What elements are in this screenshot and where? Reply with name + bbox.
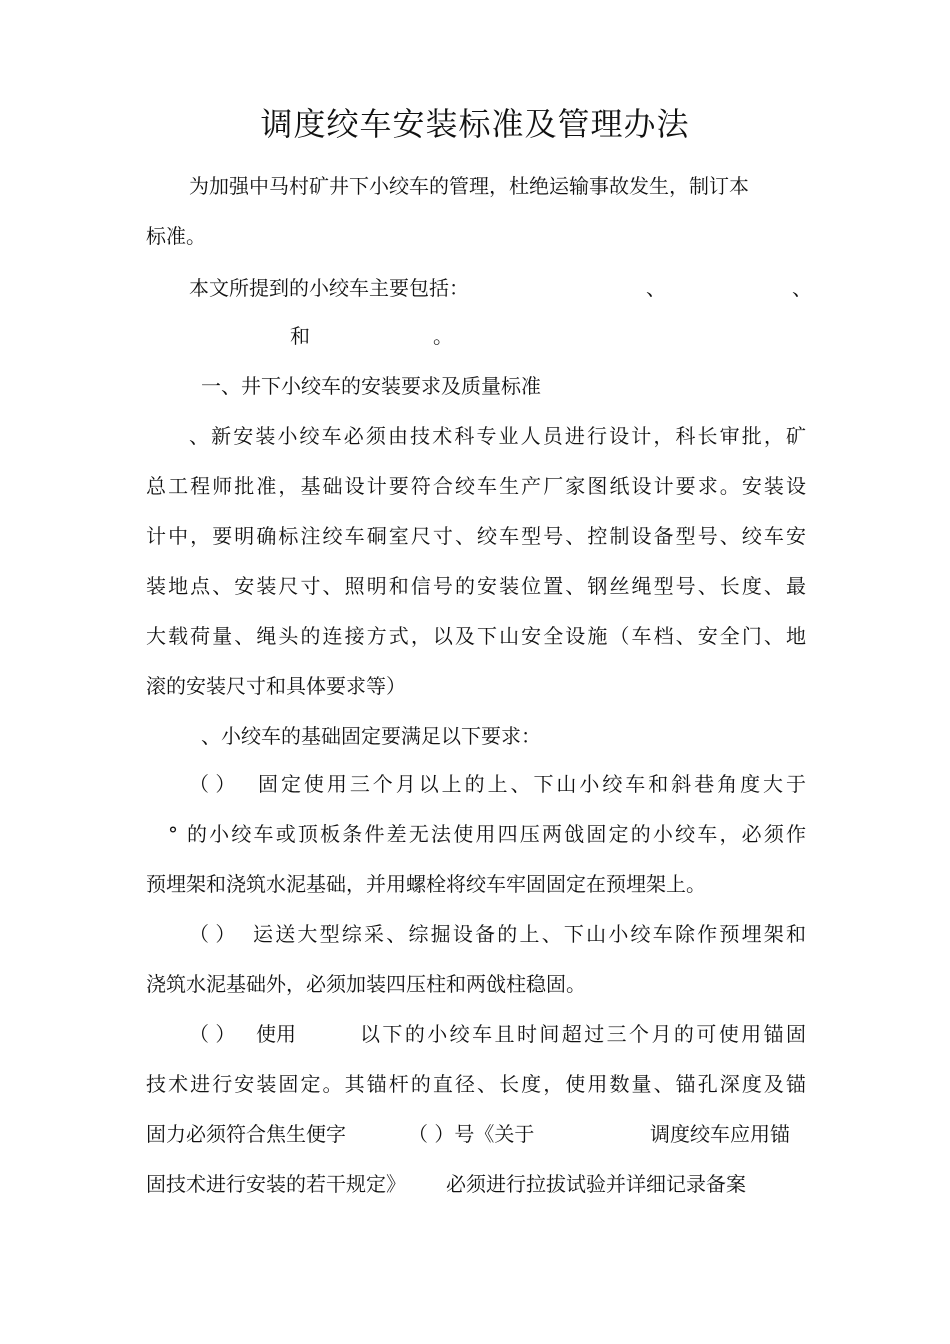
list-period: 。 [433,324,453,348]
document-reference: （ ）号《关于 [408,1122,535,1146]
document-title: 调度绞车安装标准及管理办法 [260,105,690,143]
paragraph-line: 标准。 [146,224,206,248]
paragraph-line: 计中，要明确标注绞车硐室尺寸、绞车型号、控制设备型号、绞车安 [146,524,806,548]
list-separator: 、 [792,276,812,300]
paragraph-line: 固定使用三个月以上的上、下山小绞车和斜巷角度大于 [258,772,806,796]
paragraph-fragment: 使用 [256,1022,296,1046]
section-heading: 一、井下小绞车的安装要求及质量标准 [201,374,541,398]
paragraph-line: 固技术进行安装的若干规定》 [146,1172,406,1196]
paragraph-line: 大载荷量、绳头的连接方式，以及下山安全设施（车档、安全门、地 [146,624,806,648]
item-number: （ ） [189,922,236,946]
paragraph-line: 的小绞车或顶板条件差无法使用四压两戗固定的小绞车，必须作 [187,822,806,846]
paragraph-line: 运送大型综采、综掘设备的上、下山小绞车除作预埋架和 [253,922,806,946]
item-number: （ ） [189,1022,236,1046]
item-number: （ ） [189,772,236,796]
paragraph-line: 预埋架和浇筑水泥基础，并用螺栓将绞车牢固固定在预埋架上。 [146,872,706,896]
paragraph-line: 技术进行安装固定。其锚杆的直径、长度，使用数量、锚孔深度及锚 [146,1072,806,1096]
paragraph-line: 固力必须符合焦生便字 [146,1122,346,1146]
paragraph-fragment: 调度绞车应用锚 [650,1122,790,1146]
list-conjunction: 和 [290,324,310,348]
paragraph-line: 滚的安装尺寸和具体要求等） [146,674,406,698]
paragraph-line: 以下的小绞车且时间超过三个月的可使用锚固 [360,1022,806,1046]
paragraph-line: 本文所提到的小绞车主要包括： [189,276,469,300]
list-separator: 、 [646,276,666,300]
paragraph-line: 为加强中马村矿井下小绞车的管理，杜绝运输事故发生，制订本 [189,174,749,198]
paragraph-line: 、新安装小绞车必须由技术科专业人员进行设计，科长审批，矿 [189,424,806,448]
paragraph-line: 装地点、安装尺寸、照明和信号的安装位置、钢丝绳型号、长度、最 [146,574,806,598]
paragraph-line: 总工程师批准，基础设计要符合绞车生产厂家图纸设计要求。安装设 [146,474,806,498]
degree-symbol: ° [168,822,178,846]
paragraph-line: 浇筑水泥基础外，必须加装四压柱和两戗柱稳固。 [146,972,586,996]
paragraph-line: 、小绞车的基础固定要满足以下要求： [201,724,541,748]
paragraph-fragment: 必须进行拉拔试验并详细记录备案 [446,1172,746,1196]
